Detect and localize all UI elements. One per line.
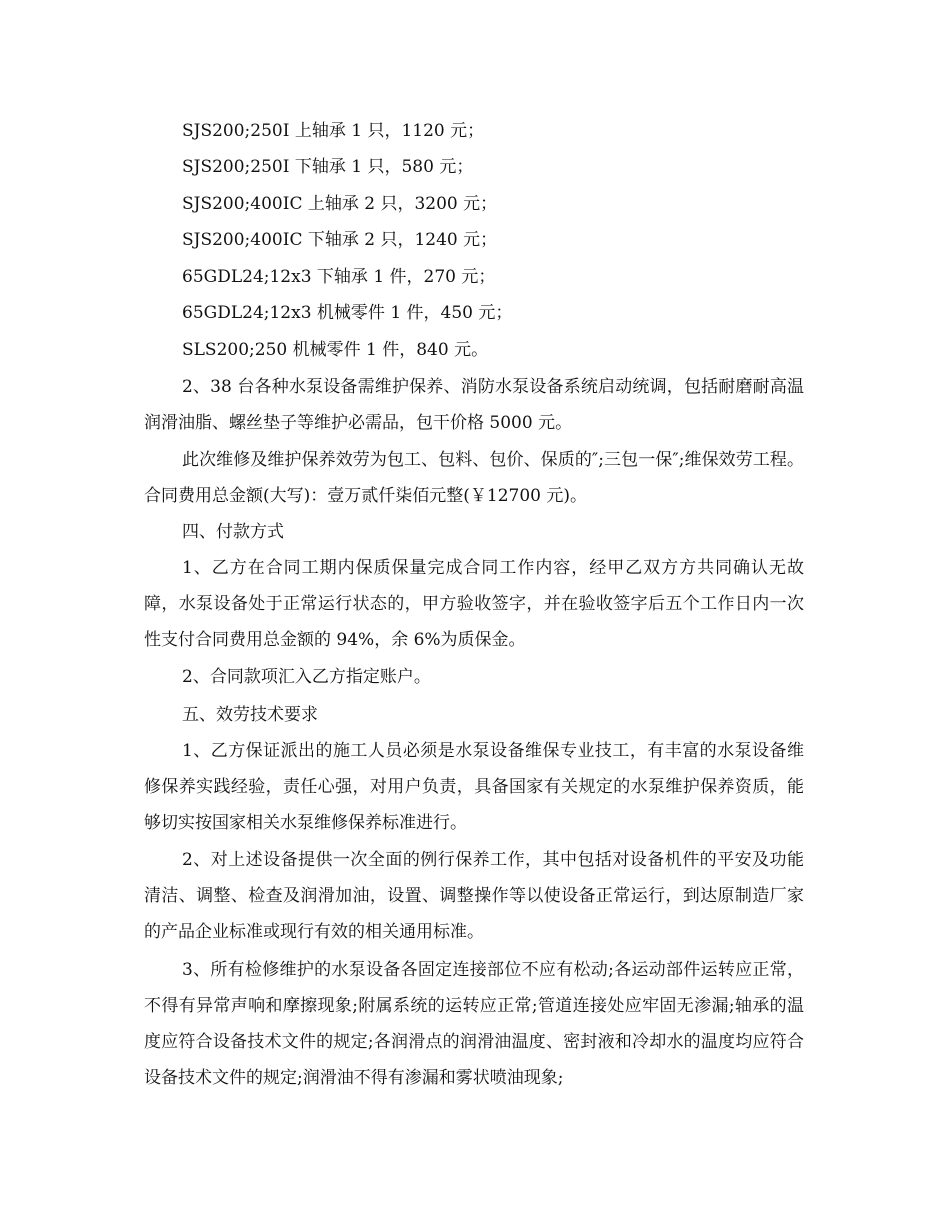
payment-2-text: 2、合同款项汇入乙方指定账户。 (182, 667, 431, 687)
section-5-heading-block (144, 697, 804, 733)
payment-1-text: 1、乙方在合同工期内保质保量完成合同工作内容，经甲乙双方方共同确认无故障，水泵设备处于正常运行状态的，甲方验收签字，并在验收签字后五个工作日内一次性支付合同费用总金额的 94%，余 6%为质保金。 (144, 558, 804, 650)
tech-1-text: 1、乙方保证派出的施工人员必须是水泵设备维保专业技工，有丰富的水泵设备维修保养实践经验，责任心强，对用户负责，具备国家有关规定的水泵维护保养资质，能够切实按国家相关水泵维修保养标准进行。 (144, 741, 804, 833)
tech-2-paragraph (144, 842, 804, 950)
section-4-heading-block (144, 514, 804, 550)
parts-list-item: SJS200;400IC 上轴承 2 只，3200 元； (182, 194, 498, 214)
payment-2-paragraph (144, 659, 804, 695)
parts-list-item: 65GDL24;12x3 机械零件 1 件，450 元； (182, 303, 513, 323)
tech-3-paragraph (144, 952, 804, 1096)
parts-list-item: SLS200;250 机械零件 1 件，840 元。 (182, 340, 489, 360)
parts-list-item: SJS200;250I 下轴承 1 只，580 元； (182, 157, 474, 177)
section-heading: 四、付款方式 (182, 522, 284, 542)
tech-1-paragraph (144, 733, 804, 841)
tech-3-text: 3、所有检修维护的水泵设备各固定连接部位不应有松动;各运动部件运转应正常，不得有异常声响和摩擦现象;附属系统的运转应正常;管道连接处应牢固无渗漏;轴承的温度应符合设备技术文件的规定;各润滑点的润滑油温度、密封液和冷却水的温度均应符合设备技术文件的规定;润滑油不得有渗漏和雾状喷油现象; (144, 960, 804, 1088)
payment-1-paragraph (144, 550, 804, 658)
section-heading: 五、效劳技术要求 (182, 705, 318, 725)
parts-list-item: 65GDL24;12x3 下轴承 1 件，270 元； (182, 267, 496, 287)
service-summary-paragraph (144, 442, 804, 514)
item-2-text: 2、38 台各种水泵设备需维护保养、消防水泵设备系统启动统调，包括耐磨耐高温润滑油脂、螺丝垫子等维护必需品，包干价格 5000 元。 (144, 377, 804, 433)
tech-2-text: 2、对上述设备提供一次全面的例行保养工作，其中包括对设备机件的平安及功能清洁、调整、检查及润滑加油，设置、调整操作等以使设备正常运行，到达原制造厂家的产品企业标准或现行有效的相关通用标准。 (144, 850, 804, 942)
service-summary-text: 此次维修及维护保养效劳为包工、包料、包价、保质的″;三包一保″;维保效劳工程。合同费用总金额(大写)：壹万贰仟柒佰元整(￥12700 元)。 (144, 450, 804, 506)
item-2-paragraph (144, 369, 804, 441)
parts-list-item: SJS200;400IC 下轴承 2 只，1240 元； (182, 230, 498, 250)
parts-list-item: SJS200;250I 上轴承 1 只，1120 元； (182, 121, 485, 141)
